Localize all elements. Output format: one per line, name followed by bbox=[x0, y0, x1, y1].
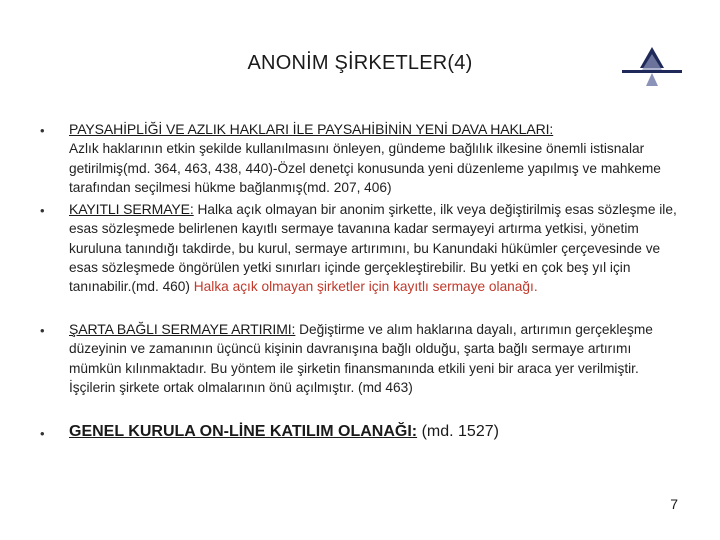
list-item-1 bbox=[69, 120, 679, 197]
list-item-2 bbox=[69, 200, 679, 296]
page-number: 7 bbox=[670, 496, 678, 512]
item-4-text: (md. 1527) bbox=[417, 423, 499, 440]
item-4-heading: GENEL KURULA ON-LİNE KATILIM OLANAĞI: bbox=[69, 423, 418, 440]
bullet-4: • bbox=[40, 426, 45, 441]
pyramid-scale-logo bbox=[620, 44, 684, 90]
logo-bar bbox=[622, 70, 682, 73]
item-3-text: Değiştirme ve alım haklarına dayalı, artırımın gerçekleşme düzeyinin ve zamanının üçüncü kişinin davranışına bağlı olduğu, şarta bağlı sermaye artırımı mümkün kılınmaktadır. Bu yöntem ile şirketin finansmanında etkili yeni bir araca yer verilmiştir. İşçilerin şirkete ortak olmalarının önü açılmıştır. (md 463) bbox=[69, 322, 653, 395]
list-item-3 bbox=[69, 320, 679, 397]
item-3-heading: ŞARTA BAĞLI SERMAYE ARTIRIMI: bbox=[69, 321, 296, 337]
slide-title: ANONİM ŞİRKETLER(4) bbox=[247, 52, 473, 74]
logo-pyramid-bottom bbox=[646, 73, 658, 86]
bullet-2: • bbox=[40, 203, 45, 218]
item-1-text: Azlık haklarının etkin şekilde kullanılmasını önleyen, gündeme bağlılık ilkesine önemli istisnalar getirilmiş(md. 364, 463, 438, 440)-Özel denetçi konusunda yeni düzenleme yapılmış ve mahkeme tarafından seçilmesi hükme bağlanmış(md. 207, 406) bbox=[69, 141, 661, 195]
bullet-3: • bbox=[40, 323, 45, 338]
bullet-1: • bbox=[40, 123, 45, 138]
item-2-heading: KAYITLI SERMAYE: bbox=[69, 201, 194, 217]
item-1-heading: PAYSAHİPLİĞİ VE AZLIK HAKLARI İLE PAYSAHİBİNİN YENİ DAVA HAKLARI: bbox=[69, 121, 554, 137]
item-2-text: Halka açık olmayan bir anonim şirkette, ilk veya değiştirilmiş esas sözleşme ile, esas sözleşmede belirlenen kayıtlı sermaye tavanına kadar sermayeyi artırma yetkisi, yönetim kuruluna tanındığı takdirde, bu kurul, sermaye artırımını, bu Kanundaki hükümler çerçevesinde ve esas sözleşmede öngörülen yetki sınırları içinde gerçekleştirebilir. Bu yetki en çok beş yıl için tanınabilir.(md. 460) bbox=[69, 202, 677, 295]
item-2-highlight: Halka açık olmayan şirketler için kayıtlı sermaye olanağı. bbox=[193, 279, 538, 295]
list-item-4 bbox=[69, 422, 679, 441]
